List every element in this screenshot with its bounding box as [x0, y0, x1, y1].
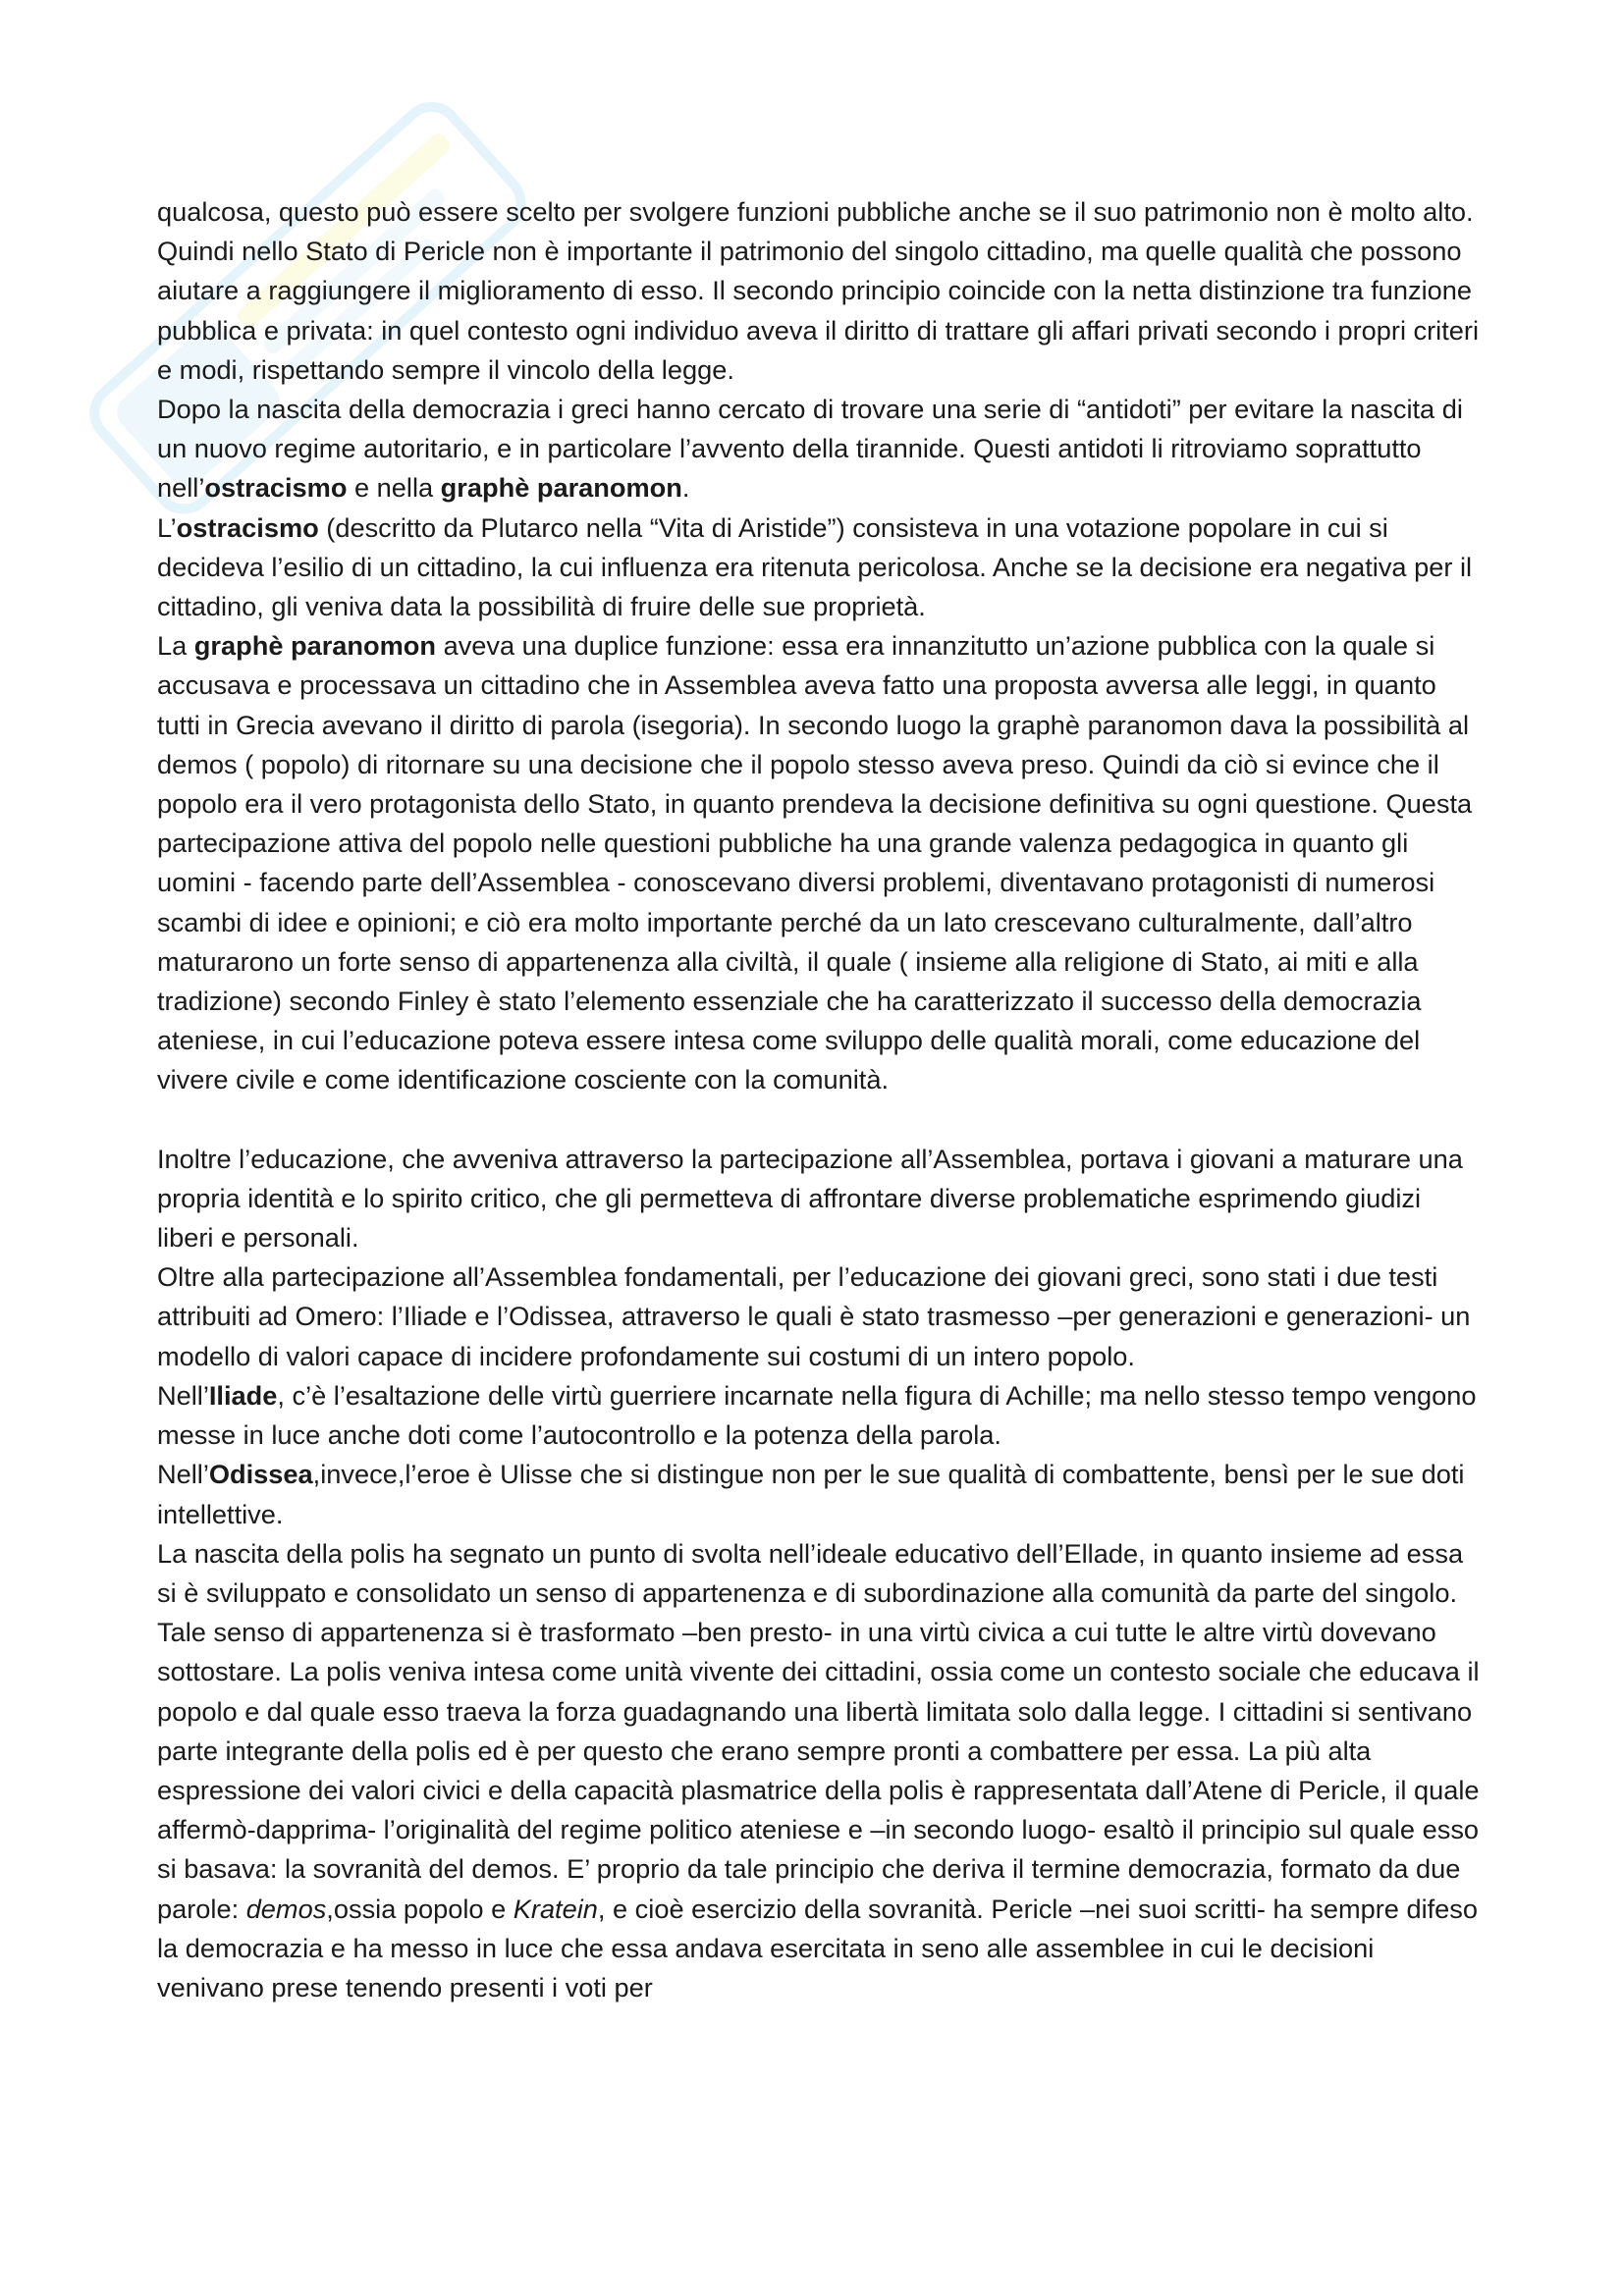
term-ostracismo: ostracismo: [204, 472, 348, 504]
paragraph-7: Nell’Iliade, c’è l’esaltazione delle virtù guerriere incarnate nella figura di Achille; ma nello stesso tempo vengono messe in luce anche doti come l’autocontrollo e la potenza della parola.: [157, 1379, 1477, 1451]
paragraph-spacer: [157, 1100, 1483, 1140]
term-odissea: Odissea: [208, 1459, 313, 1490]
term-kratein: Kratein: [513, 1893, 598, 1924]
paragraph-3: L’ostracismo (descritto da Plutarco nella “Vita di Aristide”) consisteva in una votazione popolare in cui si decideva l’esilio di un cittadino, la cui influenza era ritenuta pericolosa. Anche se la decisione era negativa per il cittadino, gli veniva data la possibilità di fruire delle sue proprietà.: [157, 511, 1473, 622]
paragraph-5: Inoltre l’educazione, che avveniva attraverso la partecipazione all’Assemblea, portava i giovani a maturare una propria identità e lo spirito critico, che gli permetteva di affrontare diverse problematiche esprimendo giudizi liberi e personali.: [157, 1143, 1463, 1254]
term-ostracismo: ostracismo: [176, 511, 319, 543]
paragraph-6: Oltre alla partecipazione all’Assemblea fondamentali, per l’educazione dei giovani greci, sono stati i due testi attribuiti ad Omero: l’Iliade e l’Odissea, attraverso le quali è stato trasmesso –per generazioni e generazioni- un modello di valori capace di incidere profondamente sui costumi di un intero popolo.: [157, 1261, 1471, 1371]
document-body: [157, 192, 1483, 2007]
paragraph-4: La graphè paranomon aveva una duplice funzione: essa era innanzitutto un’azione pubblica con la quale si accusava e processava un cittadino che in Assemblea aveva fatto una proposta avversa alle leggi, in quanto tutti in Grecia avevano il diritto di parola (isegoria). In secondo luogo la graphè paranomon dava la possibilità al demos ( popolo) di ritornare su una decisione che il popolo stesso aveva preso. Quindi da ciò si evince che il popolo era il vero protagonista dello Stato, in quanto prendeva la decisione definitiva su ogni questione. Questa partecipazione attiva del popolo nelle questioni pubbliche ha una grande valenza pedagogica in quanto gli uomini - facendo parte dell’Assemblea - conoscevano diversi problemi, diventavano protagonisti di numerosi scambi di idee e opinioni; e ciò era molto importante perché da un lato crescevano culturalmente, dall’altro maturarono un forte senso di appartenenza alla civiltà, il quale ( insieme alla religione di Stato, ai miti e alla tradizione) secondo Finley è stato l’elemento essenziale che ha caratterizzato il successo della democrazia ateniese, in cui l’educazione poteva essere intesa come sviluppo delle qualità morali, come educazione del vivere civile e come identificazione cosciente con la comunità.: [157, 630, 1473, 1095]
term-iliade: Iliade: [208, 1379, 278, 1411]
paragraph-1: qualcosa, questo può essere scelto per svolgere funzioni pubbliche anche se il suo patrimonio non è molto alto. Quindi nello Stato di Pericle non è importante il patrimonio del singolo cittadino, ma quelle qualità che possono aiutare a raggiungere il miglioramento di esso. Il secondo principio coincide con la netta distinzione tra funzione pubblica e privata: in quel contesto ogni individuo aveva il diritto di trattare gli affari privati secondo i propri criteri e modi, rispettando sempre il vincolo della legge.: [157, 196, 1479, 385]
term-demos: demos: [245, 1893, 327, 1924]
term-graphe-paranomon: graphè paranomon: [193, 630, 437, 662]
paragraph-9: La nascita della polis ha segnato un punto di svolta nell’ideale educativo dell’Ellade, in quanto insieme ad essa si è sviluppato e consolidato un senso di appartenenza e di subordinazione alla comunità da parte del singolo. Tale senso di appartenenza si è trasformato –ben presto- in una virtù civica a cui tutte le altre virtù dovevano sottostare. La polis veniva intesa come unità vivente dei cittadini, ossia come un contesto sociale che educava il popolo e dal quale esso traeva la forza guadagnando una libertà limitata solo dalla legge. I cittadini si sentivano parte integrante della polis ed è per questo che erano sempre pronti a combattere per essa. La più alta espressione dei valori civici e della capacità plasmatrice della polis è rappresentata dall’Atene di Pericle, il quale affermò-dapprima- l’originalità del regime politico ateniese e –in secondo luogo- esaltò il principio sul quale esso si basava: la sovranità del demos. E’ proprio da tale principio che deriva il termine democrazia, formato da due parole: demos,ossia popolo e Kratein, e cioè esercizio della sovranità. Pericle –nei suoi scritti- ha sempre difeso la democrazia e ha messo in luce che essa andava esercitata in seno alle assemblee in cui le decisioni venivano prese tenendo presenti i voti per: [157, 1537, 1480, 2002]
paragraph-8: Nell’Odissea,invece,l’eroe è Ulisse che si distingue non per le sue qualità di combattente, bensì per le sue doti intellettive.: [157, 1459, 1465, 1529]
term-graphe-paranomon: graphè paranomon: [440, 472, 682, 504]
paragraph-2: Dopo la nascita della democrazia i greci hanno cercato di trovare una serie di “antidoti” per evitare la nascita di un nuovo regime autoritario, e in particolare l’avvento della tirannide. Questi antidoti li ritroviamo soprattutto nell’ostracismo e nella graphè paranomon.: [157, 394, 1463, 504]
